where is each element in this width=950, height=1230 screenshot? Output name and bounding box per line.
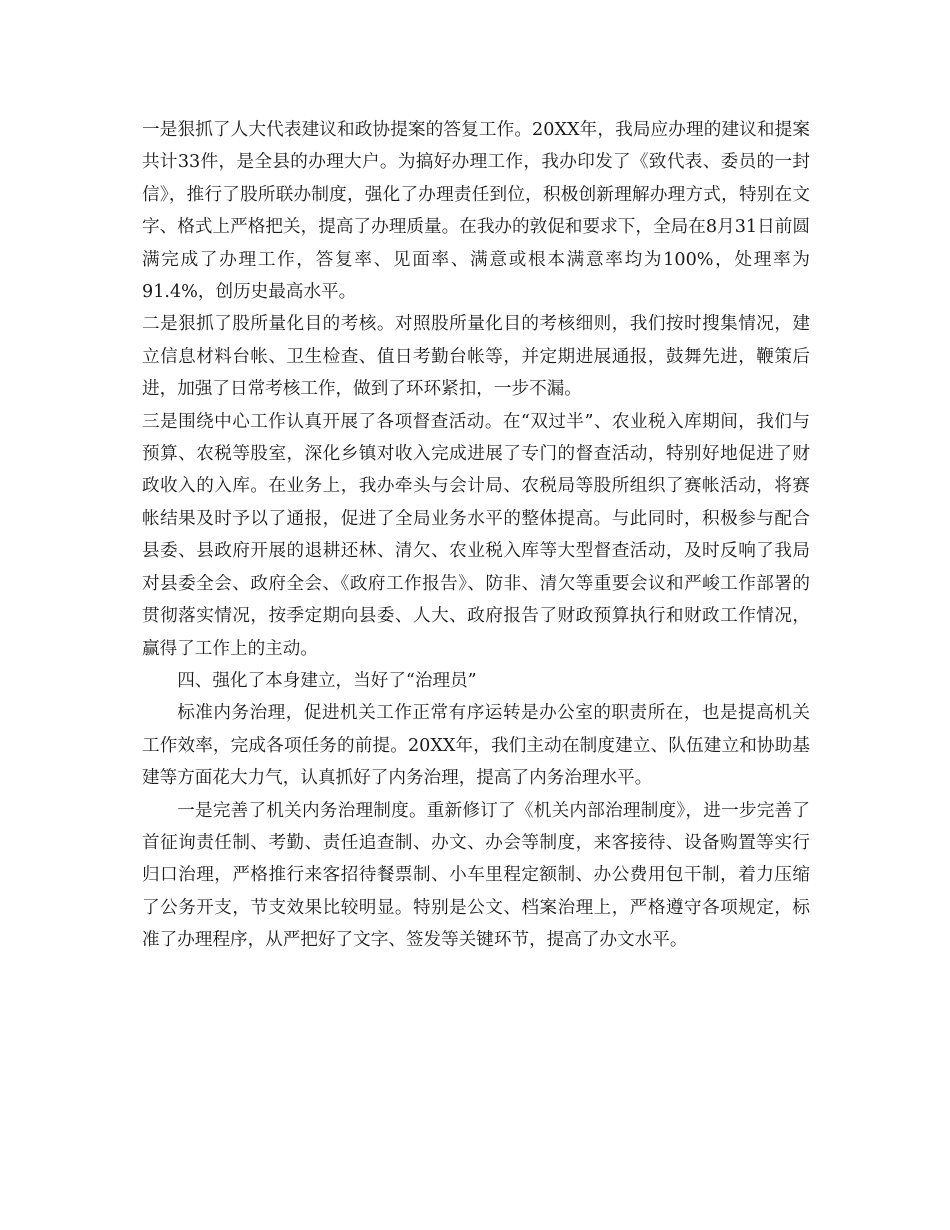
paragraph-supervision-activities: 三是围绕中心工作认真开展了各项督查活动。在“双过半”、农业税入库期间，我们与预算、农税等股室，深化乡镇对收入完成进展了专门的督查活动，特别好地促进了财政收入的入库。在业务上，我办牵头与会计局、农税局等股所组织了赛帐活动，将赛帐结果及时予以了通报，促进了全局业务水平的整体提高。与此同时，积极参与配合县委、县政府开展的退耕还林、清欠、农业税入库等大型督查活动，及时反响了我局对县委全会、政府全会、《政府工作报告》、防非、清欠等重要会议和严峻工作部署的贯彻落实情况，按季定期向县委、人大、政府报告了财政预算执行和财政工作情况，赢得了工作上的主动。: [142, 411, 810, 659]
paragraph-quantified-assessment: 二是狠抓了股所量化目的考核。对照股所量化目的考核细则，我们按时搜集情况，建立信息材料台帐、卫生检查、值日考勤台帐等，并定期进展通报，鼓舞先进，鞭策后进，加强了日常考核工作，做到了环环紧扣，一步不漏。: [142, 314, 810, 400]
document-body: [142, 114, 810, 957]
section-heading-self-building: 四、强化了本身建立，当好了“治理员”: [177, 670, 477, 691]
paragraph-npc-proposals: 一是狠抓了人大代表建议和政协提案的答复工作。20XX年，我局应办理的建议和提案共计33件，是全县的办理大户。为搞好办理工作，我办印发了《致代表、委员的一封信》，推行了股所联办制度，强化了办理责任到位，积极创新理解办理方式，特别在文字、格式上严格把关，提高了办理质量。在我办的敦促和要求下，全局在8月31日前圆满完成了办理工作，答复率、见面率、满意或根本满意率均为100%，处理率为91.4%，创历史最高水平。: [142, 120, 810, 303]
paragraph-management-system: 一是完善了机关内务治理制度。重新修订了《机关内部治理制度》，进一步完善了首征询责任制、考勤、责任追查制、办文、办会等制度，来客接待、设备购置等实行归口治理，严格推行来客招待餐票制、小车里程定额制、办公费用包干制，着力压缩了公务开支，节支效果比较明显。特别是公文、档案治理上，严格遵守各项规定，标准了办理程序，从严把好了文字、签发等关键环节，提高了办文水平。: [142, 800, 810, 951]
paragraph-internal-management: 标准内务治理，促进机关工作正常有序运转是办公室的职责所在，也是提高机关工作效率，完成各项任务的前提。20XX年，我们主动在制度建立、队伍建立和协助基建等方面花大力气，认真抓好了内务治理，提高了内务治理水平。: [142, 703, 810, 789]
